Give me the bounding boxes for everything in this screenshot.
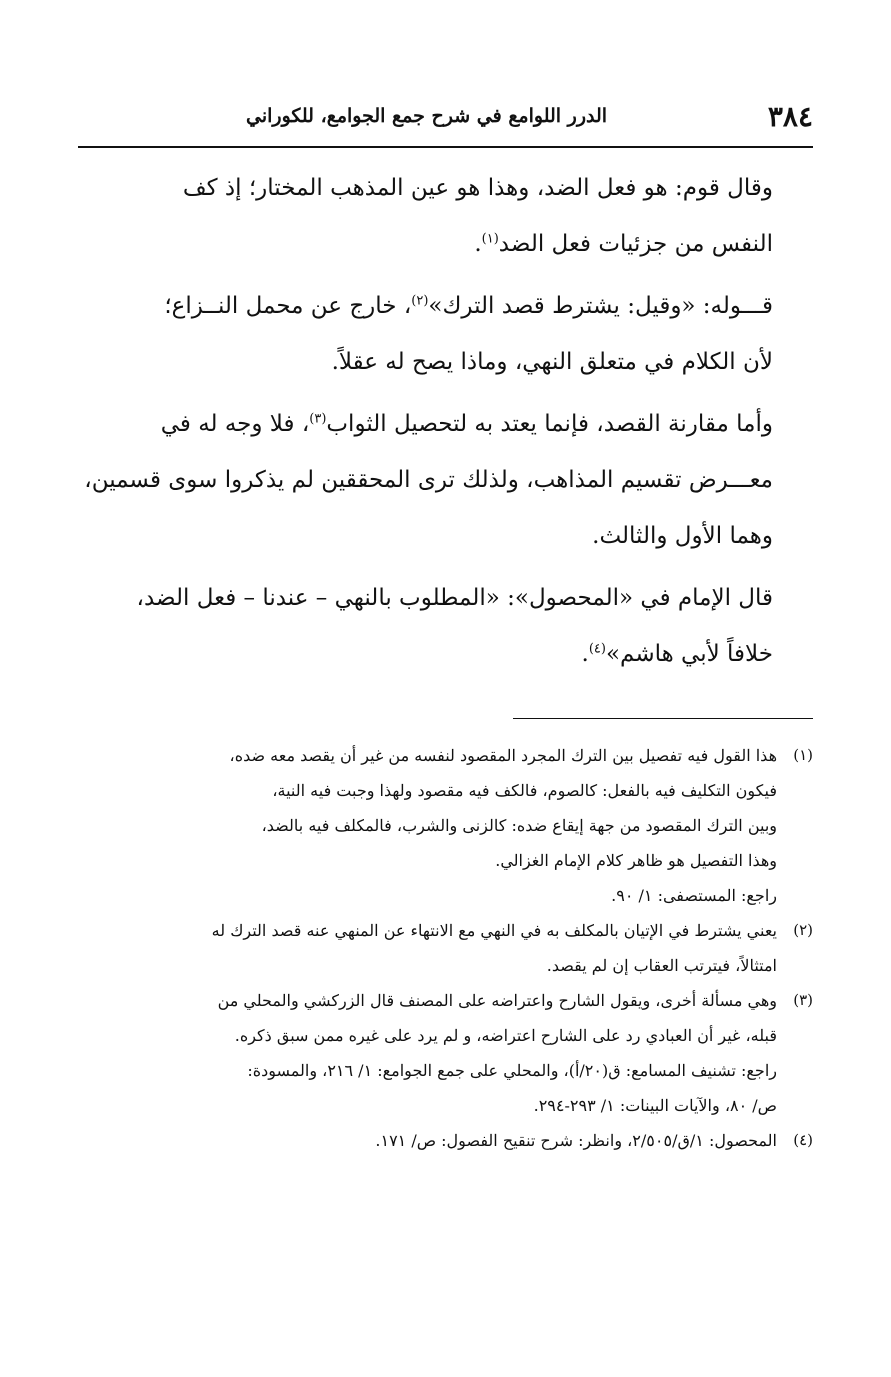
footnote-line: المحصول: ١/ق/٢/٥٠٥، وانظر: شرح تنقيح الفصول: ص/ ١٧١. [375, 1131, 777, 1150]
paragraph-text: . [581, 641, 589, 667]
paragraph-text: . [474, 231, 482, 257]
footnote-mark: (٤) [793, 1131, 813, 1149]
main-text [78, 160, 813, 688]
paragraph-line: وقال قوم: هو فعل الضد، وهذا هو عين المذهب المختار؛ إذ كف [182, 175, 773, 201]
footnote-line: هذا القول فيه تفصيل بين الترك المجرد المقصود لنفسه من غير أن يقصد معه ضده، [229, 746, 777, 765]
footnote-body [78, 1123, 777, 1158]
page-number: ٣٨٤ [767, 99, 813, 133]
footnote-4 [78, 1123, 813, 1158]
paragraph-line [78, 216, 813, 272]
paragraph-text: ، خارج عن محمل النــزاع؛ [164, 293, 412, 319]
footnote-mark: (٣) [793, 991, 813, 1009]
footnote-line: وهذا التفصيل هو ظاهر كلام الإمام الغزالي. [495, 851, 777, 870]
paragraph-line: وهما الأول والثالث. [592, 523, 773, 549]
paragraph-text: النفس من جزئيات فعل الضد [498, 231, 773, 257]
paragraph-1 [78, 160, 813, 272]
page-header [78, 96, 813, 136]
footnote-mark: (٢) [793, 921, 813, 939]
footnote-separator [513, 718, 813, 719]
paragraph-line: معـــرض تقسيم المذاهب، ولذلك ترى المحققين لم يذكروا سوى قسمين، [84, 467, 773, 493]
paragraph-line: لأن الكلام في متعلق النهي، وماذا يصح له عقلاً. [331, 349, 773, 375]
footnote-ref: (١) [481, 231, 499, 247]
footnote-line: قبله، غير أن العبادي رد على الشارح اعتراضه، و لم يرد على غيره ممن سبق ذكره. [234, 1026, 777, 1045]
paragraph-text: ، فلا وجه له في [160, 411, 310, 437]
footnote-1 [78, 738, 813, 913]
footnote-line: راجع: المستصفى: ١/ ٩٠. [611, 886, 777, 905]
footnote-mark: (١) [793, 746, 813, 764]
footnotes [78, 738, 813, 1158]
footnote-ref: (٢) [411, 293, 429, 309]
paragraph-line [78, 278, 813, 334]
footnote-line: وهي مسألة أخرى، ويقول الشارح واعتراضه على المصنف قال الزركشي والمحلي من [217, 991, 777, 1010]
header-rule [78, 146, 813, 148]
footnote-line: يعني يشترط في الإتيان بالمكلف به في النهي مع الانتهاء عن المنهي عنه قصد الترك له [211, 921, 777, 940]
footnote-line: وبين الترك المقصود من جهة إيقاع ضده: كالزنى والشرب، فالمكلف فيه بالضد، [261, 816, 777, 835]
footnote-line: امتثالاً، فيترتب العقاب إن لم يقصد. [546, 956, 777, 975]
footnote-body [78, 913, 777, 983]
footnote-line: فيكون التكليف فيه بالفعل: كالصوم، فالكف فيه مقصود ولهذا وجبت فيه النية، [272, 781, 777, 800]
footnote-body [78, 983, 777, 1123]
paragraph-text: وأما مقارنة القصد، فإنما يعتد به لتحصيل الثواب [326, 411, 773, 437]
footnote-line: راجع: تشنيف المسامع: ق(٢٠/أ)، والمحلي على جمع الجوامع: ١/ ٢١٦، والمسودة: [247, 1061, 777, 1080]
footnote-3 [78, 983, 813, 1123]
footnote-ref: (٣) [309, 411, 327, 427]
paragraph-2 [78, 278, 813, 390]
running-title: الدرر اللوامع في شرح جمع الجوامع، للكوراني [246, 105, 608, 127]
paragraph-line [78, 396, 813, 452]
footnote-line: ص/ ٨٠، والآيات البينات: ١/ ٢٩٣-٢٩٤. [533, 1096, 777, 1115]
footnote-body [78, 738, 777, 913]
footnote-2 [78, 913, 813, 983]
paragraph-line [78, 626, 813, 682]
paragraph-4 [78, 570, 813, 682]
paragraph-3 [78, 396, 813, 564]
paragraph-line: قال الإمام في «المحصول»: «المطلوب بالنهي – عندنا – فعل الضد، [136, 585, 773, 611]
paragraph-text: قـــوله: «وقيل: يشترط قصد الترك» [428, 293, 773, 319]
footnote-ref: (٤) [588, 641, 606, 657]
paragraph-text: خلافاً لأبي هاشم» [605, 641, 773, 667]
